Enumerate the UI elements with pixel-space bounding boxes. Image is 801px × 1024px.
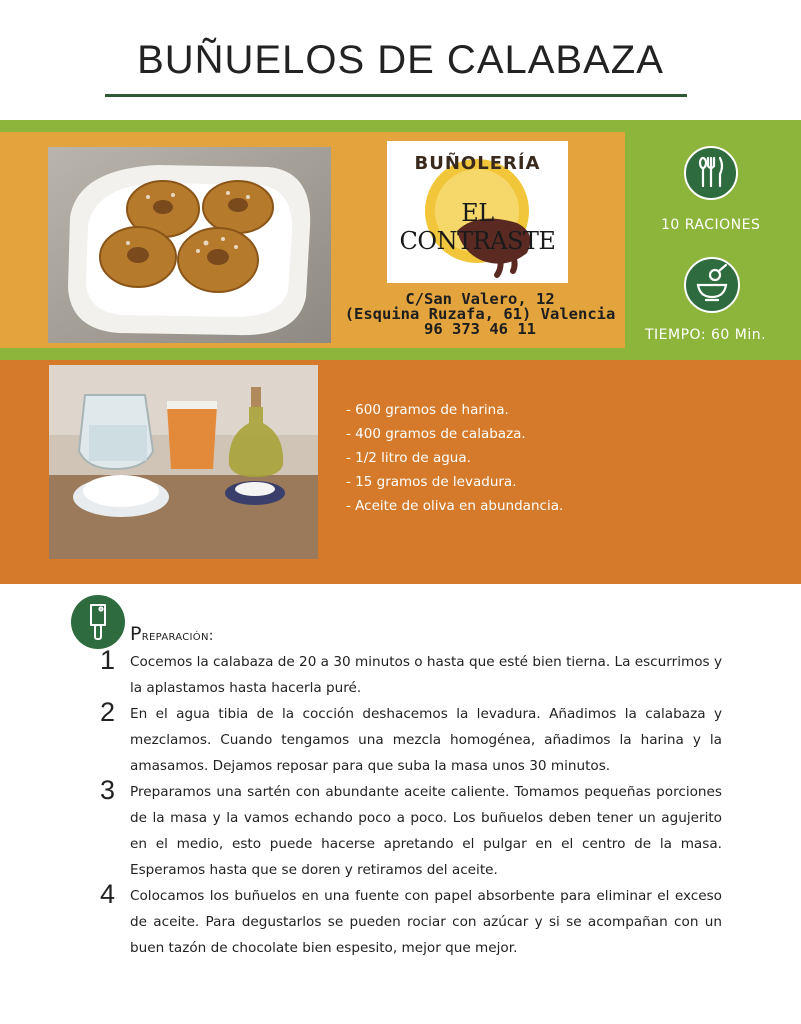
logo-main-text: EL CONTRASTE [399,199,556,255]
bakery-logo [387,141,568,283]
address-phone: 96 373 46 11 [424,320,536,338]
step-text: Colocamos los buñuelos en una fuente con papel absorbente para eliminar el exceso de aceite. Para degustarlos se pueden rociar con azúcar y si se acompañan con un buen tazón de chocolate bien espesito, mejor que mejor. [130,888,722,956]
preparation-heading: Preparación: [130,623,214,645]
ingredients-list [346,398,563,518]
step-number: 1 [100,645,116,675]
bakery-address [340,292,620,337]
address-corner: (Esquina Ruzafa, 61) Valencia [344,305,616,323]
bunuelos-photo [48,147,331,343]
list-item: - 15 gramos de levadura. [346,474,517,490]
step-number: 2 [100,697,116,727]
list-item: - Aceite de oliva en abundancia. [346,498,564,514]
title-divider [105,94,687,97]
servings-label: 10 RACIONES [661,217,761,233]
step-text: Cocemos la calabaza de 20 a 30 minutos o hasta que esté bien tierna. La escurrimos y la aplastamos hasta hacerla puré. [130,654,722,696]
step-text: En el agua tibia de la cocción deshacemos la levadura. Añadimos la calabaza y mezclamos. Cuando tengamos una mezcla homogénea, añadimos la harina y la amasamos. Dejamos reposar para que suba la masa unos 30 minutos. [130,706,722,774]
ingredients-photo [49,365,318,559]
step-number: 3 [100,775,116,805]
list-item: - 1/2 litro de agua. [346,450,471,466]
step-text: Preparamos una sartén con abundante aceite caliente. Tomamos pequeñas porciones de la masa y la vamos echando poco a poco. Los buñuelos deben tener un agujerito en el medio, esto puede hacerse apretando el pulgar en el centro de la masa. Esperamos hasta que se doren y retiramos del aceite. [130,784,722,878]
address-street: C/San Valero, 12 [405,290,555,308]
page-title: BUÑUELOS DE CALABAZA [137,38,664,82]
list-item: - 400 gramos de calabaza. [346,426,526,442]
cleaver-icon [71,595,125,649]
time-label: TIEMPO: 60 Min. [645,327,767,343]
list-item: - 600 gramos de harina. [346,402,509,418]
mixing-bowl-icon [684,257,740,313]
cutlery-icon [684,146,738,200]
step-number: 4 [100,879,116,909]
logo-top-text: BUÑOLERÍA [414,153,541,174]
